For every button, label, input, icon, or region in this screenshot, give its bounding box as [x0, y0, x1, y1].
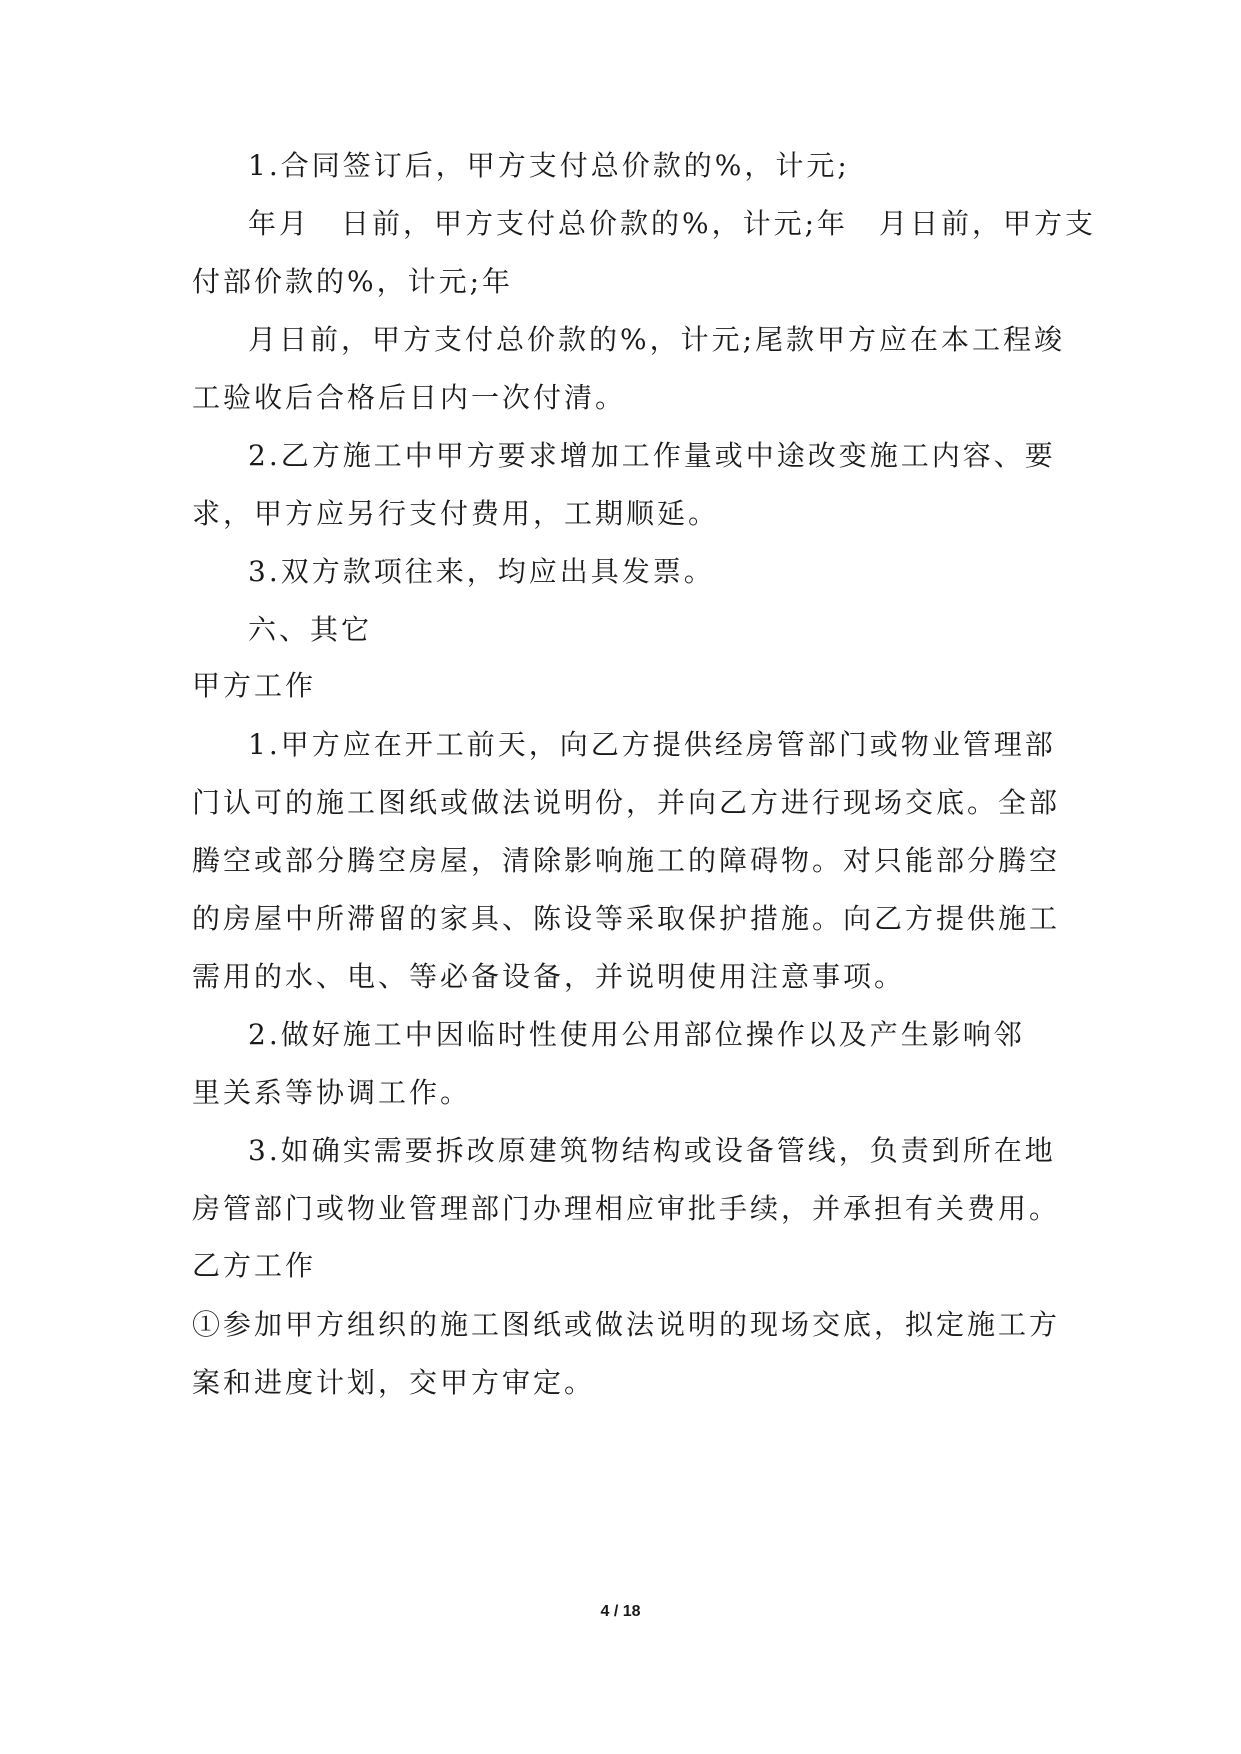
party-b-item-1-cont: 案和进度计划，交甲方审定。 [192, 1366, 596, 1399]
party-a-item-1-cont: 腾空或部分腾空房屋，清除影响施工的障碍物。对只能部分腾空 [192, 844, 1061, 877]
party-a-item-1-cont: 的房屋中所滞留的家具、陈设等采取保护措施。向乙方提供施工 [192, 902, 1061, 935]
party-a-item-2: 2.做好施工中因临时性使用公用部位操作以及产生影响邻 [248, 1018, 1025, 1051]
payment-clause-1-cont: 月日前，甲方支付总价款的%，计元;尾款甲方应在本工程竣 [248, 323, 1066, 356]
payment-clause-1-cont: 年月 日前，甲方支付总价款的%，计元;年 月日前，甲方支 [248, 207, 1097, 240]
payment-clause-1-cont: 付部价款的%，计元;年 [192, 265, 514, 298]
payment-clause-2-cont: 求，甲方应另行支付费用，工期顺延。 [192, 497, 720, 530]
party-a-item-2-cont: 里关系等协调工作。 [192, 1076, 472, 1109]
page-number: 4 / 18 [600, 1603, 641, 1620]
party-a-item-3-cont: 房管部门或物业管理部门办理相应审批手续，并承担有关费用。 [192, 1192, 1061, 1225]
payment-clause-1-cont: 工验收后合格后日内一次付清。 [192, 381, 627, 414]
party-b-item-1: ①参加甲方组织的施工图纸或做法说明的现场交底，拟定施工方 [192, 1308, 1061, 1341]
party-a-item-1-cont: 门认可的施工图纸或做法说明份，并向乙方进行现场交底。全部 [192, 786, 1061, 819]
payment-clause-3: 3.双方款项往来，均应出具发票。 [248, 555, 715, 588]
party-a-item-1: 1.甲方应在开工前天，向乙方提供经房管部门或物业管理部 [248, 728, 1056, 761]
subheading-party-b-work: 乙方工作 [192, 1249, 317, 1282]
party-a-item-3: 3.如确实需要拆改原建筑物结构或设备管线，负责到所在地 [248, 1134, 1056, 1167]
section-heading-other: 六、其它 [248, 613, 373, 646]
party-a-item-1-cont: 需用的水、电、等必备设备，并说明使用注意事项。 [192, 960, 906, 993]
subheading-party-a-work: 甲方工作 [192, 669, 317, 702]
payment-clause-2: 2.乙方施工中甲方要求增加工作量或中途改变施工内容、要 [248, 439, 1056, 472]
payment-clause-1: 1.合同签订后，甲方支付总价款的%，计元; [248, 149, 850, 182]
